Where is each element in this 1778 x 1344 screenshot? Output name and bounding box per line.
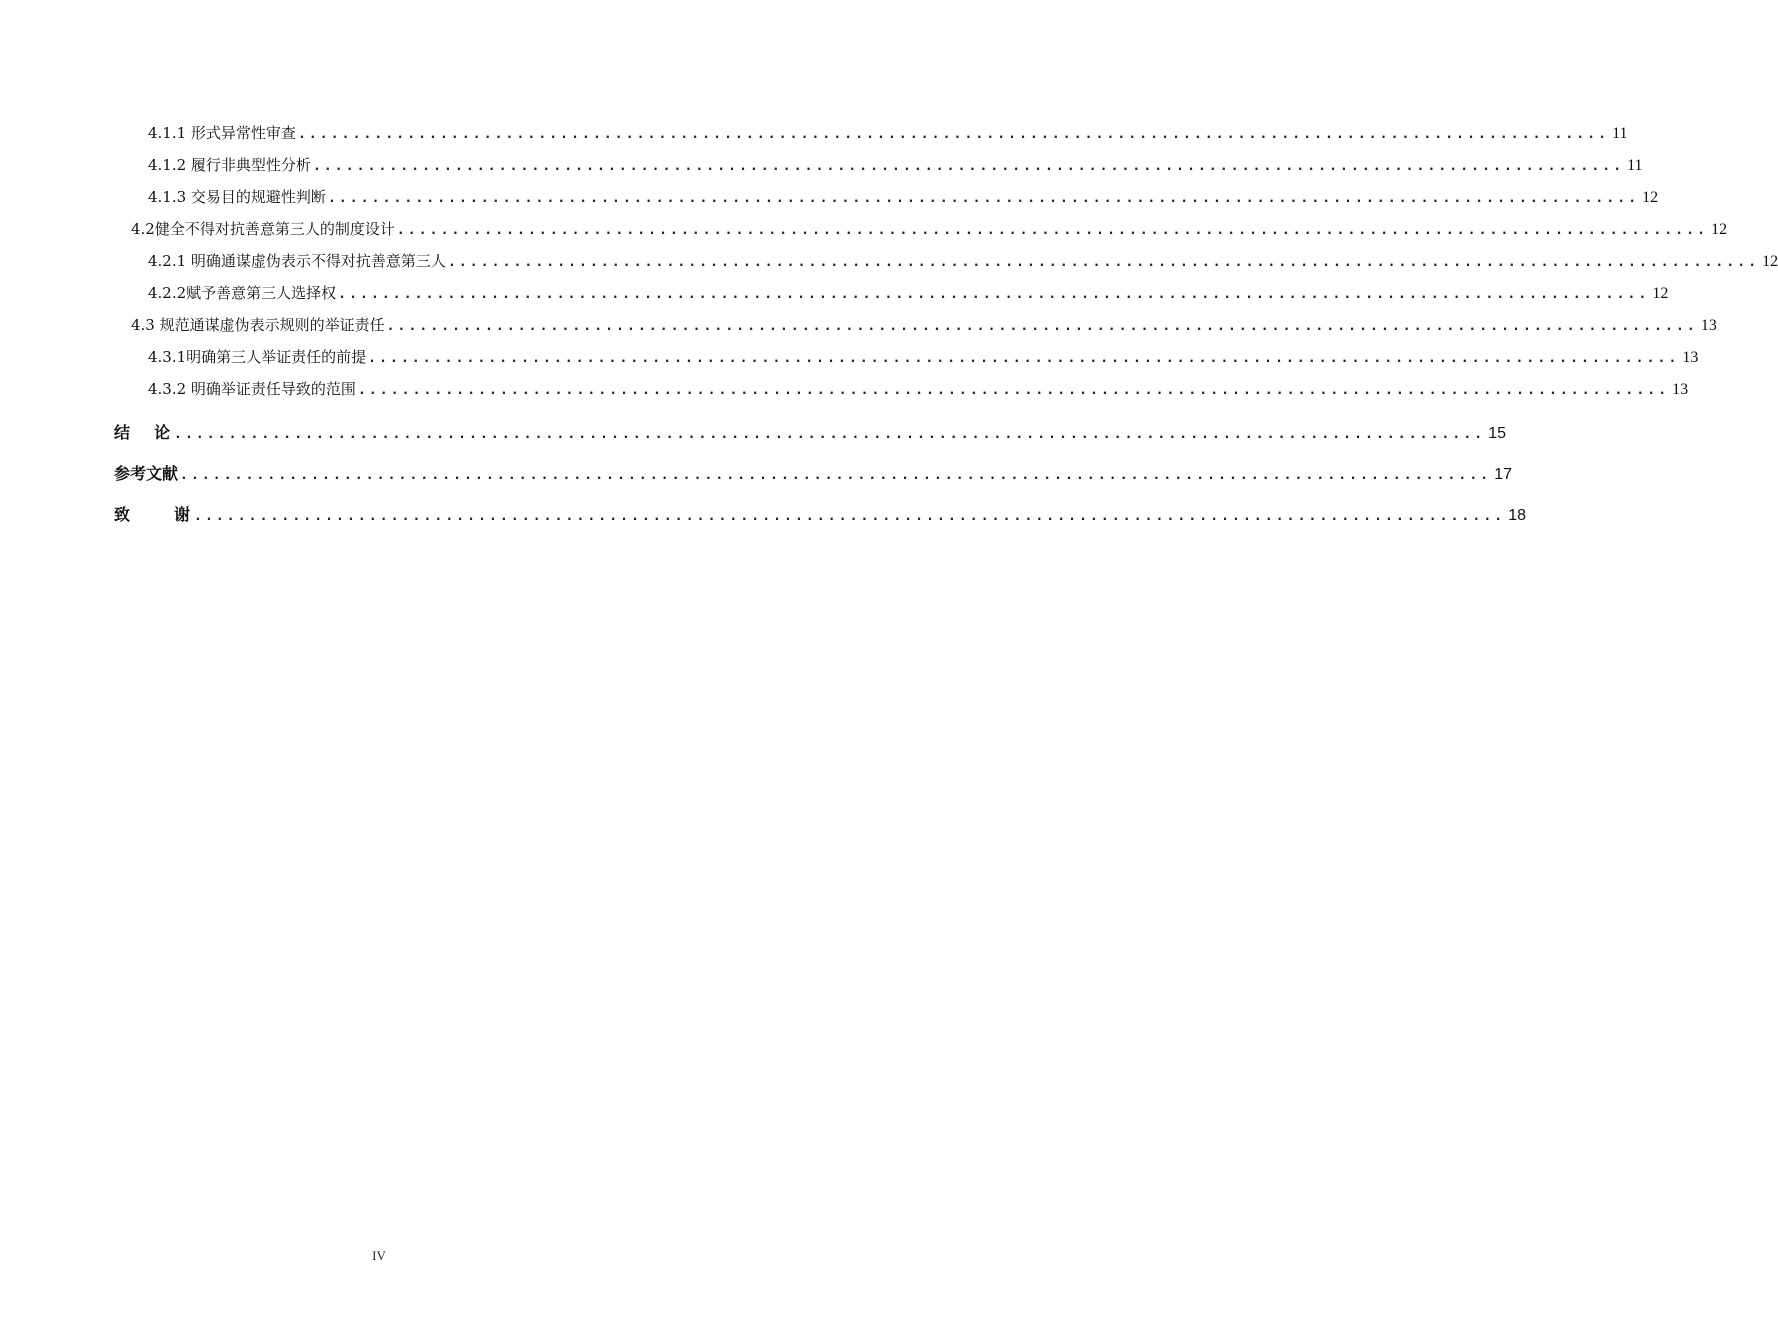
toc-entry-title: 4.2.1 明确通谋虚伪表示不得对抗善意第三人 xyxy=(148,252,446,270)
toc-entry-page: 12 xyxy=(1642,189,1659,206)
toc-leader-dots: ........................................................................................................................ xyxy=(327,191,1640,206)
toc-leader-dots: ........................................................................................................................ xyxy=(194,509,1506,524)
toc-entry-title: 4.2.2赋予善意第三人选择权 xyxy=(148,284,337,302)
toc-entry-conclusion[interactable] xyxy=(114,420,1507,443)
toc-entry-title: 4.1.1 形式异常性审查 xyxy=(148,124,296,142)
toc-entry-page: 13 xyxy=(1672,381,1689,398)
toc-entry-page: 18 xyxy=(1508,507,1527,524)
toc-entry[interactable] xyxy=(148,250,1778,271)
toc-leader-dots: ........................................................................................................................ xyxy=(447,255,1760,270)
toc-entry-title: 4.2健全不得对抗善意第三人的制度设计 xyxy=(131,220,395,238)
toc-entry-page: 13 xyxy=(1682,349,1699,366)
toc-entry[interactable] xyxy=(148,122,1628,143)
toc-entry-page: 15 xyxy=(1488,425,1507,442)
toc-leader-dots: ........................................................................................................................ xyxy=(338,287,1650,302)
toc-entry-title: 结论 xyxy=(114,423,195,442)
page-number: IV xyxy=(372,1248,386,1263)
toc-entry[interactable] xyxy=(148,154,1643,175)
toc-entry[interactable] xyxy=(131,314,1717,335)
toc-entry-page: 12 xyxy=(1762,253,1778,270)
toc-entry[interactable] xyxy=(148,378,1689,399)
toc-entry-title: 4.3.1明确第三人举证责任的前提 xyxy=(148,348,367,366)
toc-entry-title: 4.3.2 明确举证责任导致的范围 xyxy=(148,380,356,398)
toc-entry-references[interactable] xyxy=(114,461,1513,484)
toc-entry-page: 17 xyxy=(1494,466,1513,483)
toc-entry-title: 致谢 xyxy=(114,505,235,524)
toc-entry-title: 4.1.2 履行非典型性分析 xyxy=(148,156,311,174)
toc-entry-page: 11 xyxy=(1612,125,1628,142)
toc-entry-page: 12 xyxy=(1652,285,1669,302)
toc-entry[interactable] xyxy=(148,282,1669,303)
toc-leader-dots: ........................................................................................................................ xyxy=(396,223,1709,238)
toc-leader-dots: ........................................................................................................................ xyxy=(312,159,1625,174)
toc-entry[interactable] xyxy=(148,346,1699,367)
toc-entry-title: 参考文献 xyxy=(114,464,179,483)
toc-leader-dots: ........................................................................................................................ xyxy=(368,351,1680,366)
toc-entry-acknowledgements[interactable] xyxy=(114,502,1527,525)
toc-entry-title: 4.1.3 交易目的规避性判断 xyxy=(148,188,326,206)
toc-entry-page: 11 xyxy=(1627,157,1643,174)
toc-entry-page: 13 xyxy=(1700,317,1717,334)
toc-leader-dots: ........................................................................................................................ xyxy=(297,127,1610,142)
toc-leader-dots: ........................................................................................................................ xyxy=(180,468,1492,483)
toc-leader-dots: ........................................................................................................................ xyxy=(357,383,1670,398)
toc-entry-page: 12 xyxy=(1711,221,1728,238)
toc-entry[interactable] xyxy=(131,218,1728,239)
toc-leader-dots: ........................................................................................................................ xyxy=(174,427,1486,442)
toc-leader-dots: ........................................................................................................................ xyxy=(386,319,1698,334)
toc-entry-title: 4.3 规范通谋虚伪表示规则的举证责任 xyxy=(131,316,385,334)
toc-entry[interactable] xyxy=(148,186,1659,207)
